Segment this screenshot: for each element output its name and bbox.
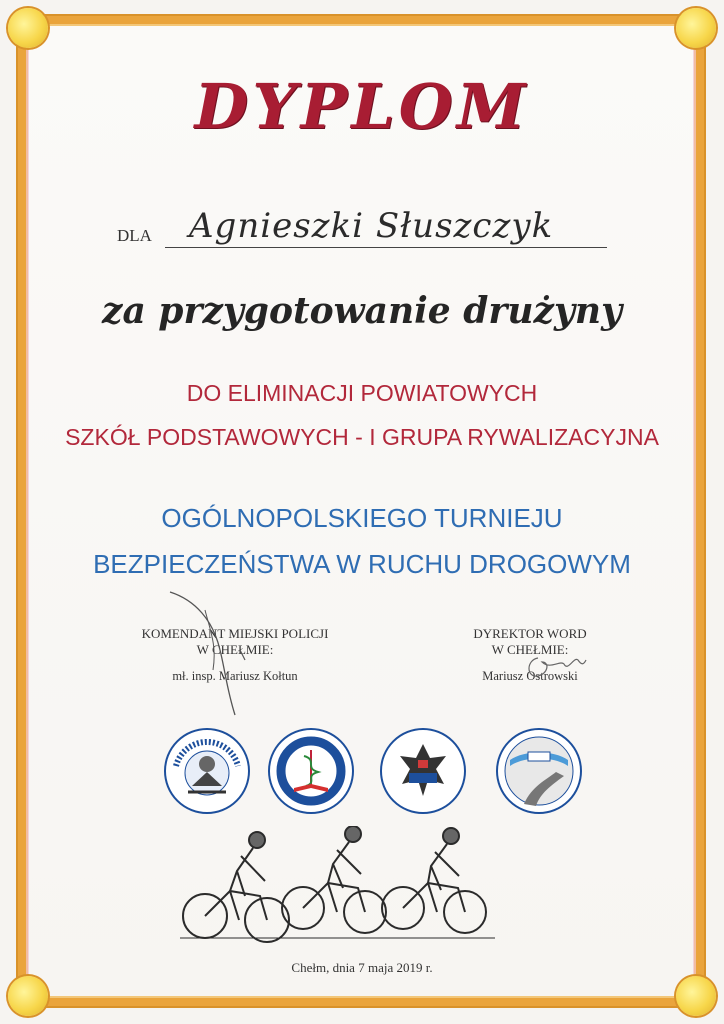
signatory-subtitle: W CHEŁMIE:	[196, 642, 274, 657]
signatory-subtitle: W CHEŁMIE:	[491, 642, 569, 657]
place-and-date: Chełm, dnia 7 maja 2019 r.	[291, 960, 433, 975]
corner-ornament-icon	[8, 976, 48, 1016]
signatory-title: KOMENDANT MIEJSKI POLICJI	[141, 626, 329, 641]
corner-ornament-icon	[676, 8, 716, 48]
signatory-title: DYREKTOR WORD	[473, 626, 587, 641]
recipient-prefix: DLA	[117, 226, 152, 245]
award-reason: za przygotowanie drużyny	[102, 290, 622, 332]
police-star-icon	[378, 726, 468, 816]
competition-line-2: SZKÓŁ PODSTAWOWYCH - I GRUPA RYWALIZACYJNA	[65, 424, 659, 450]
medical-caduceus-icon	[266, 726, 356, 816]
tournament-line-1: OGÓLNOPOLSKIEGO TURNIEJU	[161, 503, 563, 533]
competition-line-1: DO ELIMINACJI POWIATOWYCH	[186, 380, 538, 406]
handwritten-signature-right	[520, 650, 590, 690]
corner-ornament-icon	[676, 976, 716, 1016]
recipient-name: Agnieszki Słuszczyk	[189, 206, 554, 246]
diploma-title: DYPLOM	[194, 70, 530, 143]
signatory-name: Mariusz Ostrowski	[482, 669, 578, 683]
school-emblem-icon	[162, 726, 252, 816]
corner-ornament-icon	[8, 8, 48, 48]
handwritten-signature-left	[165, 590, 255, 720]
cyclist-figure	[282, 826, 386, 933]
recipient-underline	[165, 247, 607, 249]
tournament-line-2: BEZPIECZEŃSTWA W RUCHU DROGOWYM	[93, 549, 631, 579]
cyclist-figure	[183, 832, 289, 942]
recipient-line	[117, 206, 607, 248]
signatory-name: mł. insp. Mariusz Kołtun	[172, 669, 298, 683]
road-icon	[494, 726, 584, 816]
cyclists-illustration	[175, 826, 505, 946]
cyclist-figure	[382, 828, 486, 933]
partner-logos	[0, 726, 724, 826]
